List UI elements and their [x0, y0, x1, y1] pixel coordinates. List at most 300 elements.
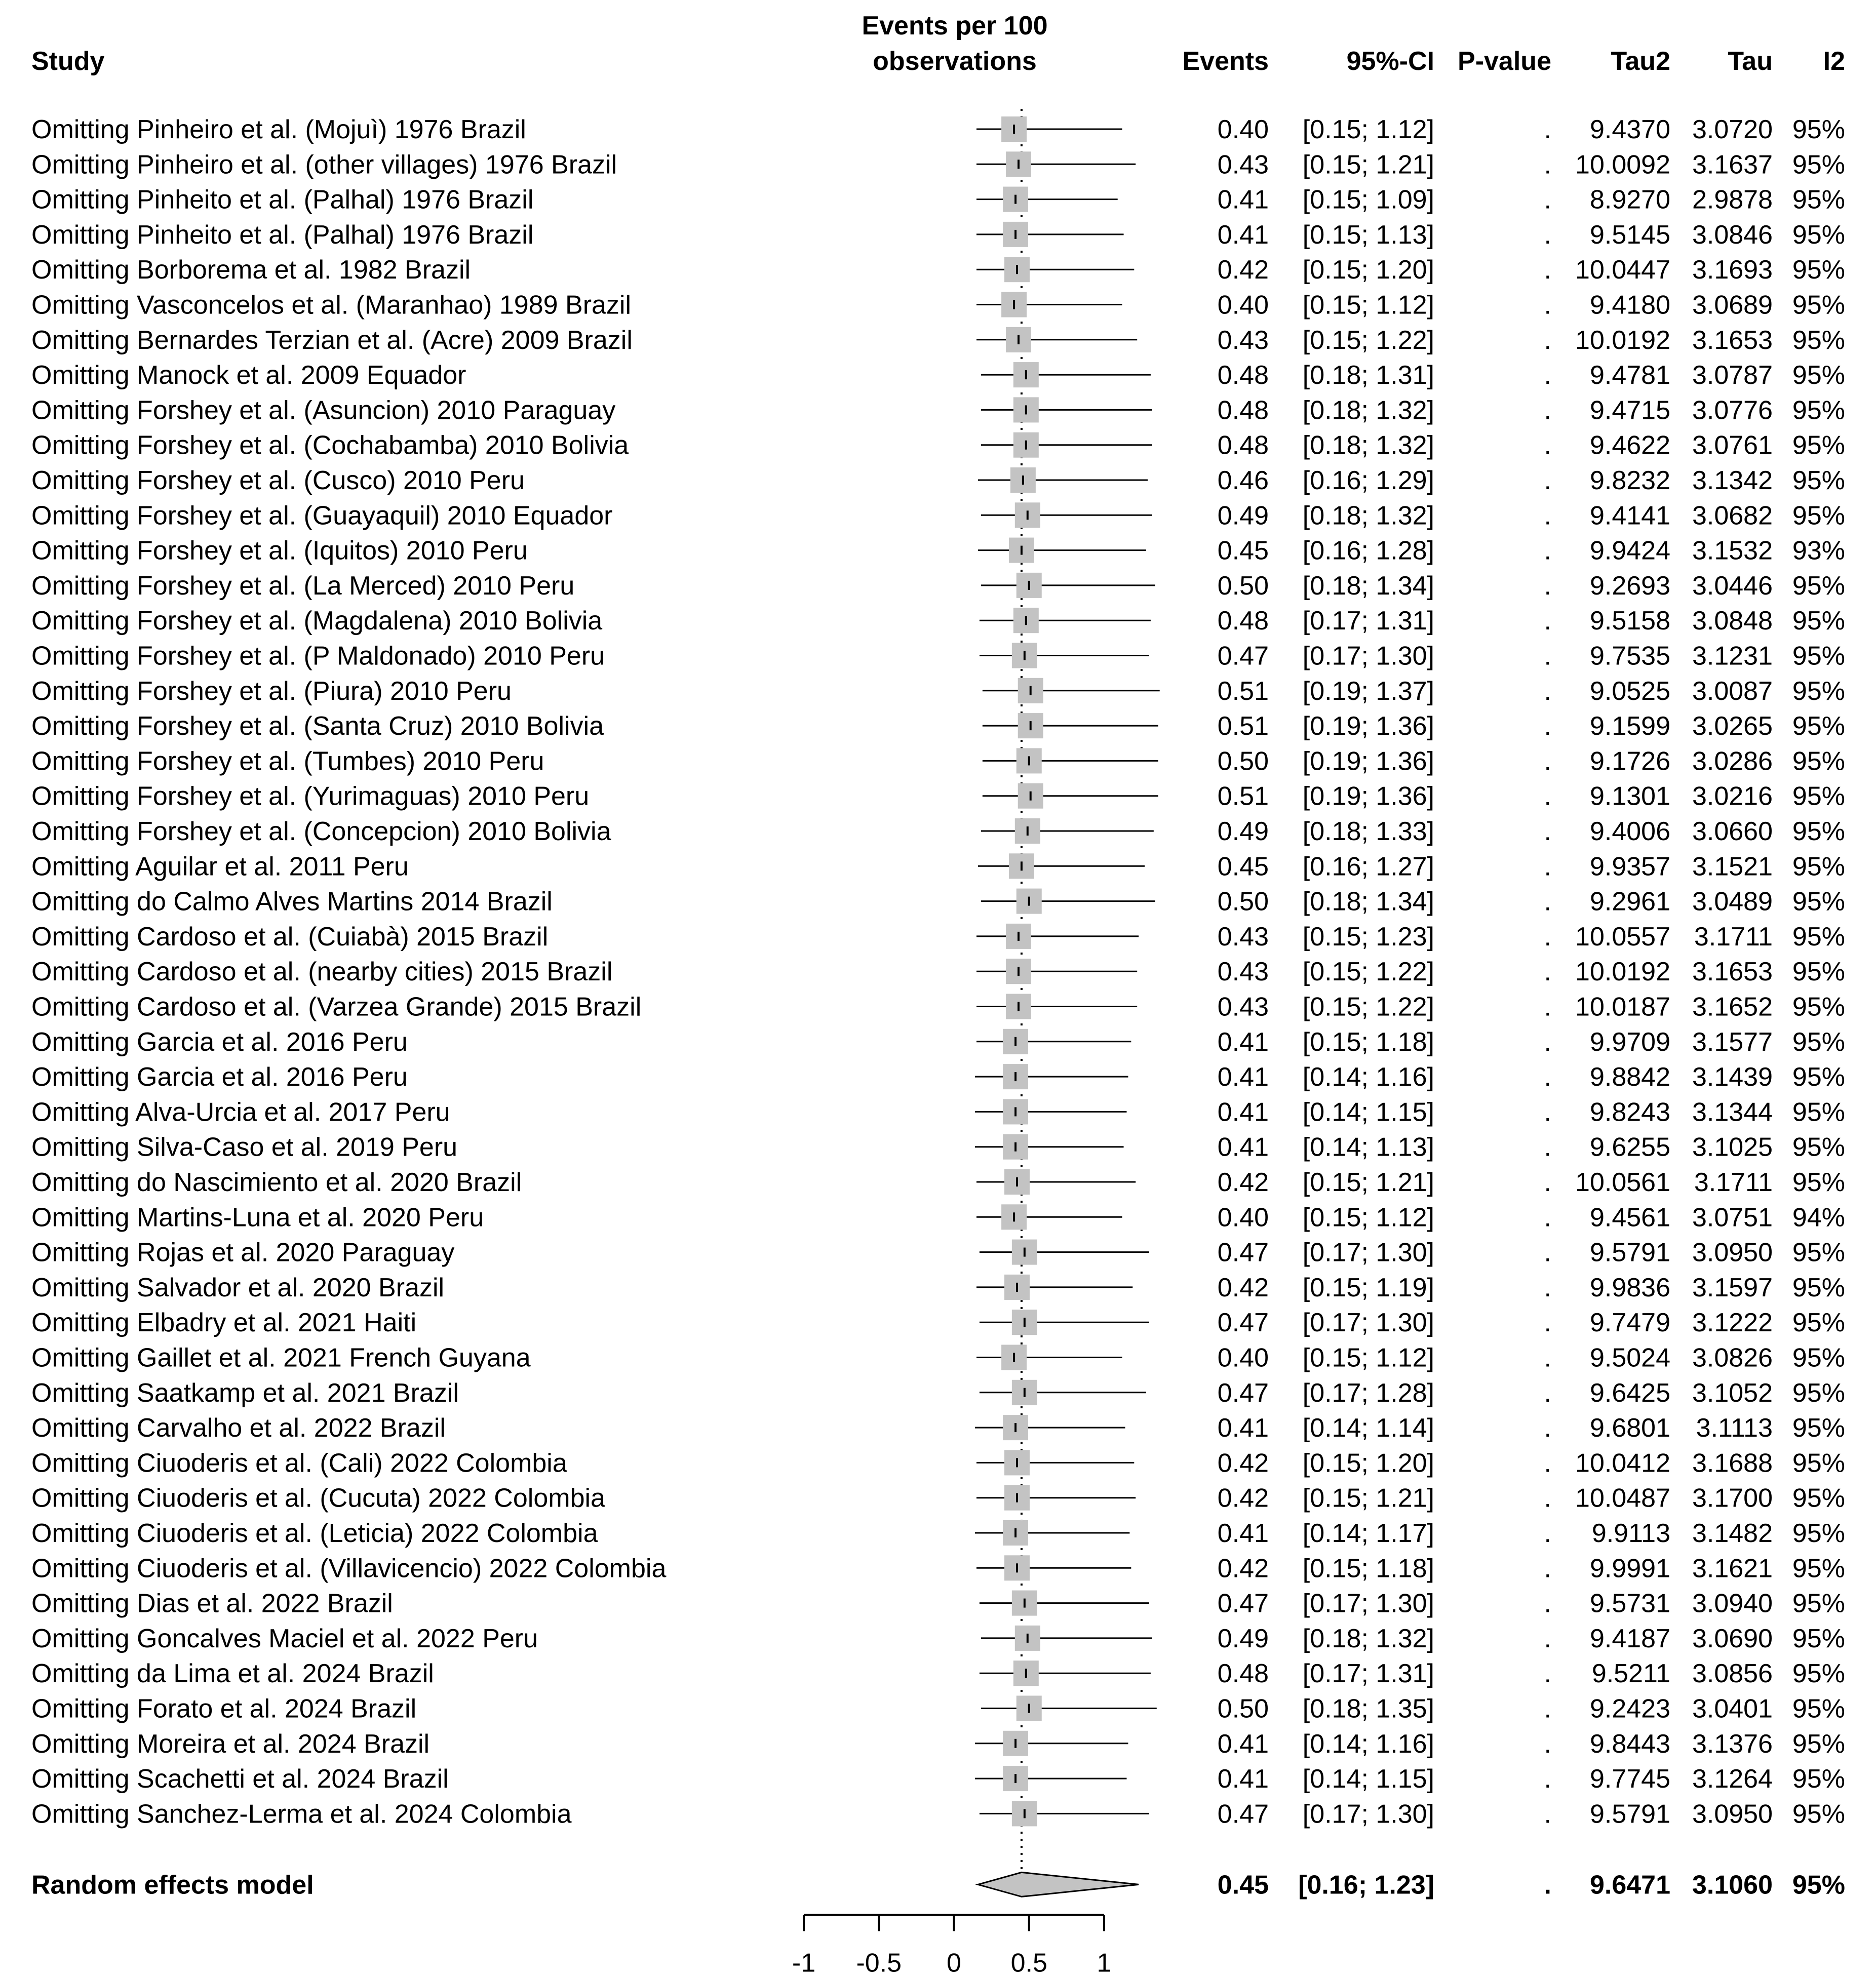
axis-tick-label: 0.5 [1010, 1948, 1047, 1978]
study-row [31, 1589, 1845, 1618]
header-events: Events [1182, 47, 1269, 76]
study-row [31, 782, 1845, 811]
study-row [31, 677, 1845, 706]
row-i2: 95% [1792, 1624, 1845, 1653]
row-i2: 95% [1792, 1027, 1845, 1057]
row-tau2: 9.7535 [1589, 641, 1670, 671]
row-pvalue: . [1544, 1589, 1551, 1618]
row-tau2: 9.6255 [1589, 1132, 1670, 1162]
row-i2: 95% [1792, 1519, 1845, 1548]
row-tau: 3.1637 [1692, 150, 1773, 180]
row-tau2: 9.8243 [1589, 1097, 1670, 1127]
row-tau: 3.1711 [1694, 922, 1773, 952]
study-row [31, 220, 1845, 250]
row-tau2: 9.5731 [1589, 1589, 1670, 1618]
row-tau2: 9.4006 [1589, 817, 1670, 846]
study-row [31, 1694, 1845, 1724]
row-tau2: 9.1301 [1589, 781, 1670, 811]
row-i2: 95% [1792, 817, 1845, 846]
row-pvalue: . [1544, 1729, 1551, 1759]
row-tau: 3.0286 [1692, 746, 1773, 776]
row-pvalue: . [1544, 781, 1551, 811]
row-study-label: Omitting Garcia et al. 2016 Peru [31, 1027, 408, 1057]
study-row [31, 711, 1845, 741]
row-study-label: Omitting Sanchez-Lerma et al. 2024 Colombia [31, 1799, 572, 1829]
row-pvalue: . [1544, 957, 1551, 987]
row-events: 0.43 [1217, 957, 1269, 987]
row-pvalue: . [1544, 1027, 1551, 1057]
study-row [31, 1448, 1845, 1478]
row-ci: [0.14; 1.13] [1302, 1132, 1434, 1162]
row-events: 0.47 [1217, 1378, 1269, 1408]
row-pvalue: . [1544, 1483, 1551, 1513]
study-row [31, 1343, 1845, 1373]
row-ci: [0.15; 1.19] [1302, 1273, 1434, 1302]
row-ci: [0.14; 1.16] [1302, 1062, 1434, 1092]
row-tau: 3.1688 [1692, 1448, 1773, 1478]
row-pvalue: . [1544, 606, 1551, 636]
row-tau2: 10.0092 [1575, 150, 1670, 180]
row-study-label: Omitting Forshey et al. (La Merced) 2010 Peru [31, 571, 575, 601]
row-ci: [0.18; 1.34] [1302, 887, 1434, 917]
row-i2: 95% [1792, 1589, 1845, 1618]
row-events: 0.47 [1217, 1308, 1269, 1338]
row-study-label: Omitting Ciuoderis et al. (Leticia) 2022 Colombia [31, 1519, 598, 1548]
row-tau2: 9.4622 [1589, 430, 1670, 460]
row-tau2: 9.4180 [1589, 290, 1670, 320]
row-study-label: Omitting do Nascimiento et al. 2020 Brazil [31, 1168, 522, 1197]
row-pvalue: . [1544, 115, 1551, 144]
row-tau: 3.0950 [1692, 1799, 1773, 1829]
row-events: 0.40 [1217, 115, 1269, 144]
row-study-label: Omitting da Lima et al. 2024 Brazil [31, 1659, 434, 1689]
row-ci: [0.18; 1.32] [1302, 395, 1434, 425]
row-pvalue: . [1544, 325, 1551, 355]
row-pvalue: . [1544, 711, 1551, 741]
study-row [31, 852, 1845, 881]
row-pvalue: . [1544, 1764, 1551, 1794]
row-ci: [0.14; 1.15] [1302, 1764, 1434, 1794]
row-tau: 3.1113 [1696, 1413, 1773, 1443]
row-pvalue: . [1544, 1343, 1551, 1373]
row-ci: [0.14; 1.17] [1302, 1519, 1434, 1548]
study-row [31, 291, 1845, 320]
row-ci: [0.15; 1.18] [1302, 1554, 1434, 1584]
row-study-label: Omitting Gaillet et al. 2021 French Guyana [31, 1343, 531, 1373]
row-pvalue: . [1544, 1308, 1551, 1338]
row-ci: [0.17; 1.30] [1302, 641, 1434, 671]
row-study-label: Omitting Saatkamp et al. 2021 Brazil [31, 1378, 459, 1408]
study-row [31, 1238, 1845, 1268]
row-events: 0.42 [1217, 1483, 1269, 1513]
row-pvalue: . [1544, 1132, 1551, 1162]
row-ci: [0.18; 1.33] [1302, 817, 1434, 846]
row-tau2: 9.2693 [1589, 571, 1670, 601]
row-ci: [0.17; 1.30] [1302, 1308, 1434, 1338]
row-events: 0.48 [1217, 430, 1269, 460]
study-row [31, 1624, 1845, 1653]
row-study-label: Omitting Forshey et al. (Tumbes) 2010 Peru [31, 746, 544, 776]
row-study-label: Omitting Carvalho et al. 2022 Brazil [31, 1413, 446, 1443]
row-tau2: 9.2961 [1589, 887, 1670, 917]
row-i2: 95% [1792, 185, 1845, 215]
row-tau2: 9.9357 [1589, 852, 1670, 882]
row-study-label: Omitting Garcia et al. 2016 Peru [31, 1062, 408, 1092]
study-row [31, 1308, 1845, 1337]
header-effect-line2: observations [873, 47, 1037, 76]
row-pvalue: . [1544, 361, 1551, 390]
row-tau2: 9.5158 [1589, 606, 1670, 636]
row-pvalue: . [1544, 185, 1551, 215]
row-i2: 95% [1792, 150, 1845, 180]
study-row [31, 1133, 1845, 1162]
row-i2: 95% [1792, 1062, 1845, 1092]
row-study-label: Omitting Rojas et al. 2020 Paraguay [31, 1238, 455, 1268]
row-tau2: 9.5145 [1589, 220, 1670, 250]
row-tau: 3.0776 [1692, 395, 1773, 425]
row-tau: 3.0401 [1692, 1694, 1773, 1724]
row-study-label: Omitting Alva-Urcia et al. 2017 Peru [31, 1097, 450, 1127]
row-tau: 3.0446 [1692, 571, 1773, 601]
row-ci: [0.14; 1.16] [1302, 1729, 1434, 1759]
row-ci: [0.18; 1.32] [1302, 501, 1434, 531]
row-tau: 3.1700 [1692, 1483, 1773, 1513]
row-ci: [0.16; 1.27] [1302, 852, 1434, 882]
row-study-label: Omitting Elbadry et al. 2021 Haiti [31, 1308, 417, 1338]
row-pvalue: . [1544, 1519, 1551, 1548]
study-row [31, 115, 1845, 144]
row-events: 0.49 [1217, 817, 1269, 846]
study-row [31, 1799, 1845, 1829]
row-events: 0.42 [1217, 1168, 1269, 1197]
row-tau2: 9.8232 [1589, 466, 1670, 495]
row-tau2: 9.7745 [1589, 1764, 1670, 1794]
row-pvalue: . [1544, 571, 1551, 601]
row-ci: [0.17; 1.28] [1302, 1378, 1434, 1408]
row-tau2: 10.0187 [1575, 992, 1670, 1022]
axis-tick-label: 1 [1097, 1948, 1112, 1978]
study-row [31, 255, 1845, 285]
header-tau2: Tau2 [1611, 47, 1670, 76]
row-tau2: 9.1726 [1589, 746, 1670, 776]
row-pvalue: . [1544, 1624, 1551, 1653]
row-i2: 95% [1792, 887, 1845, 917]
row-ci: [0.17; 1.31] [1302, 606, 1434, 636]
row-tau2: 9.5791 [1589, 1238, 1670, 1268]
row-study-label: Omitting Manock et al. 2009 Equador [31, 361, 466, 390]
row-i2: 95% [1792, 992, 1845, 1022]
row-tau: 3.0682 [1692, 501, 1773, 531]
row-study-label: Omitting Martins-Luna et al. 2020 Peru [31, 1203, 484, 1233]
row-i2: 95% [1792, 922, 1845, 952]
header-study: Study [31, 47, 105, 76]
row-tau: 3.1025 [1692, 1132, 1773, 1162]
row-study-label: Omitting Forshey et al. (P Maldonado) 2010 Peru [31, 641, 605, 671]
row-tau2: 9.9709 [1589, 1027, 1670, 1057]
row-study-label: Omitting Forshey et al. (Piura) 2010 Peru [31, 676, 512, 706]
row-i2: 93% [1792, 536, 1845, 566]
study-rows [31, 115, 1845, 1829]
row-ci: [0.17; 1.30] [1302, 1589, 1434, 1618]
row-i2: 95% [1792, 1378, 1845, 1408]
row-ci: [0.15; 1.21] [1302, 1168, 1434, 1197]
row-events: 0.41 [1217, 1729, 1269, 1759]
row-events: 0.42 [1217, 1554, 1269, 1584]
row-study-label: Omitting Silva-Caso et al. 2019 Peru [31, 1132, 458, 1162]
study-row [31, 1203, 1845, 1232]
row-tau: 2.9878 [1692, 185, 1773, 215]
row-tau: 3.0720 [1692, 115, 1773, 144]
header-i2: I2 [1823, 47, 1845, 76]
summary-tau: 3.1060 [1692, 1870, 1773, 1900]
row-tau: 3.1711 [1694, 1168, 1773, 1197]
row-study-label: Omitting Forshey et al. (Asuncion) 2010 Paraguay [31, 395, 616, 425]
row-events: 0.51 [1217, 781, 1269, 811]
row-i2: 95% [1792, 957, 1845, 987]
row-pvalue: . [1544, 1799, 1551, 1829]
row-tau2: 10.0487 [1575, 1483, 1670, 1513]
row-events: 0.47 [1217, 1589, 1269, 1618]
study-row [31, 887, 1845, 917]
row-tau2: 9.9991 [1589, 1554, 1670, 1584]
study-row [31, 993, 1845, 1022]
row-i2: 94% [1792, 1203, 1845, 1233]
row-pvalue: . [1544, 466, 1551, 495]
row-tau: 3.0950 [1692, 1238, 1773, 1268]
row-pvalue: . [1544, 1062, 1551, 1092]
row-i2: 95% [1792, 1132, 1845, 1162]
summary-ci: [0.16; 1.23] [1298, 1870, 1434, 1900]
row-i2: 95% [1792, 1168, 1845, 1197]
row-pvalue: . [1544, 641, 1551, 671]
row-events: 0.47 [1217, 1238, 1269, 1268]
row-pvalue: . [1544, 1203, 1551, 1233]
header-pvalue: P-value [1458, 47, 1551, 76]
row-study-label: Omitting Vasconcelos et al. (Maranhao) 1989 Brazil [31, 290, 632, 320]
study-row [31, 466, 1845, 495]
row-tau2: 9.8443 [1589, 1729, 1670, 1759]
row-i2: 95% [1792, 571, 1845, 601]
row-events: 0.48 [1217, 395, 1269, 425]
row-tau: 3.1597 [1692, 1273, 1773, 1302]
row-ci: [0.15; 1.12] [1302, 290, 1434, 320]
row-tau: 3.1222 [1692, 1308, 1773, 1338]
row-events: 0.47 [1217, 1799, 1269, 1829]
row-i2: 95% [1792, 290, 1845, 320]
row-events: 0.42 [1217, 1273, 1269, 1302]
study-row [31, 571, 1845, 601]
row-study-label: Omitting Forshey et al. (Cusco) 2010 Peru [31, 466, 525, 495]
row-study-label: Omitting Forshey et al. (Yurimaguas) 2010 Peru [31, 781, 590, 811]
row-events: 0.41 [1217, 1132, 1269, 1162]
row-tau: 3.0787 [1692, 361, 1773, 390]
row-events: 0.51 [1217, 676, 1269, 706]
row-pvalue: . [1544, 852, 1551, 882]
row-tau: 3.1693 [1692, 255, 1773, 285]
row-ci: [0.16; 1.29] [1302, 466, 1434, 495]
row-study-label: Omitting Pinheito et al. (Palhal) 1976 Brazil [31, 220, 534, 250]
row-i2: 95% [1792, 1413, 1845, 1443]
row-pvalue: . [1544, 430, 1551, 460]
row-events: 0.40 [1217, 1343, 1269, 1373]
row-pvalue: . [1544, 1413, 1551, 1443]
row-tau: 3.0660 [1692, 817, 1773, 846]
row-tau: 3.1439 [1692, 1062, 1773, 1092]
row-ci: [0.15; 1.21] [1302, 1483, 1434, 1513]
row-tau: 3.1376 [1692, 1729, 1773, 1759]
row-tau: 3.0690 [1692, 1624, 1773, 1653]
row-i2: 95% [1792, 676, 1845, 706]
row-events: 0.42 [1217, 255, 1269, 285]
row-tau: 3.0489 [1692, 887, 1773, 917]
row-pvalue: . [1544, 1659, 1551, 1689]
row-ci: [0.19; 1.37] [1302, 676, 1434, 706]
row-pvalue: . [1544, 536, 1551, 566]
row-pvalue: . [1544, 1378, 1551, 1408]
row-pvalue: . [1544, 676, 1551, 706]
study-row [31, 1554, 1845, 1583]
study-row [31, 431, 1845, 460]
row-ci: [0.19; 1.36] [1302, 781, 1434, 811]
row-tau: 3.1052 [1692, 1378, 1773, 1408]
row-pvalue: . [1544, 1097, 1551, 1127]
row-study-label: Omitting Aguilar et al. 2011 Peru [31, 852, 409, 882]
row-tau: 3.1344 [1692, 1097, 1773, 1127]
study-row [31, 1484, 1845, 1513]
row-study-label: Omitting Cardoso et al. (Cuiabà) 2015 Brazil [31, 922, 549, 952]
row-pvalue: . [1544, 1273, 1551, 1302]
study-row [31, 1519, 1845, 1548]
row-study-label: Omitting Forshey et al. (Cochabamba) 2010 Bolivia [31, 430, 629, 460]
row-tau2: 9.0525 [1589, 676, 1670, 706]
row-tau2: 9.4187 [1589, 1624, 1670, 1653]
row-tau2: 9.9424 [1589, 536, 1670, 566]
row-tau: 3.1532 [1692, 536, 1773, 566]
column-headers [31, 11, 1845, 76]
row-study-label: Omitting Ciuoderis et al. (Cucuta) 2022 Colombia [31, 1483, 605, 1513]
row-ci: [0.15; 1.23] [1302, 922, 1434, 952]
row-i2: 95% [1792, 1308, 1845, 1338]
study-row [31, 957, 1845, 986]
study-row [31, 1729, 1845, 1759]
row-events: 0.49 [1217, 501, 1269, 531]
row-i2: 95% [1792, 711, 1845, 741]
row-ci: [0.15; 1.12] [1302, 115, 1434, 144]
row-study-label: Omitting Goncalves Maciel et al. 2022 Peru [31, 1624, 538, 1653]
row-tau: 3.1653 [1692, 957, 1773, 987]
row-i2: 95% [1792, 1238, 1845, 1268]
row-ci: [0.19; 1.36] [1302, 746, 1434, 776]
row-tau2: 9.6801 [1589, 1413, 1670, 1443]
row-ci: [0.18; 1.32] [1302, 430, 1434, 460]
summary-diamond [978, 1872, 1139, 1896]
row-tau: 3.0265 [1692, 711, 1773, 741]
summary-study-label: Random effects model [31, 1870, 314, 1900]
row-study-label: Omitting Ciuoderis et al. (Cali) 2022 Colombia [31, 1448, 567, 1478]
study-row [31, 746, 1845, 776]
row-ci: [0.15; 1.21] [1302, 150, 1434, 180]
row-tau: 3.0826 [1692, 1343, 1773, 1373]
row-tau2: 9.9836 [1589, 1273, 1670, 1302]
row-tau2: 10.0192 [1575, 325, 1670, 355]
row-ci: [0.14; 1.15] [1302, 1097, 1434, 1127]
summary-i2: 95% [1792, 1870, 1845, 1900]
row-pvalue: . [1544, 746, 1551, 776]
row-tau2: 9.4141 [1589, 501, 1670, 531]
row-pvalue: . [1544, 1238, 1551, 1268]
study-row [31, 361, 1845, 390]
row-i2: 95% [1792, 1554, 1845, 1584]
row-i2: 95% [1792, 1659, 1845, 1689]
row-tau2: 9.7479 [1589, 1308, 1670, 1338]
row-study-label: Omitting Forshey et al. (Concepcion) 2010 Bolivia [31, 817, 611, 846]
summary-tau2: 9.6471 [1589, 1870, 1670, 1900]
row-events: 0.45 [1217, 852, 1269, 882]
row-tau: 3.0848 [1692, 606, 1773, 636]
row-study-label: Omitting Pinheiro et al. (Mojuì) 1976 Brazil [31, 115, 526, 144]
row-events: 0.41 [1217, 1097, 1269, 1127]
study-row [31, 326, 1845, 355]
row-ci: [0.17; 1.30] [1302, 1799, 1434, 1829]
row-study-label: Omitting Ciuoderis et al. (Villavicencio) 2022 Colombia [31, 1554, 667, 1584]
row-tau: 3.0846 [1692, 220, 1773, 250]
row-tau: 3.0751 [1692, 1203, 1773, 1233]
row-study-label: Omitting do Calmo Alves Martins 2014 Brazil [31, 887, 553, 917]
row-events: 0.50 [1217, 746, 1269, 776]
row-pvalue: . [1544, 1448, 1551, 1478]
axis-tick-label: 0 [947, 1948, 961, 1978]
row-events: 0.46 [1217, 466, 1269, 495]
row-tau: 3.1342 [1692, 466, 1773, 495]
row-events: 0.41 [1217, 220, 1269, 250]
row-tau2: 9.1599 [1589, 711, 1670, 741]
row-study-label: Omitting Dias et al. 2022 Brazil [31, 1589, 393, 1618]
row-i2: 95% [1792, 325, 1845, 355]
row-i2: 95% [1792, 361, 1845, 390]
row-tau: 3.1231 [1692, 641, 1773, 671]
row-ci: [0.18; 1.35] [1302, 1694, 1434, 1724]
row-tau2: 9.9113 [1591, 1519, 1670, 1548]
row-tau: 3.1521 [1692, 852, 1773, 882]
row-i2: 95% [1792, 781, 1845, 811]
row-study-label: Omitting Salvador et al. 2020 Brazil [31, 1273, 445, 1302]
row-tau: 3.1264 [1692, 1764, 1773, 1794]
row-events: 0.41 [1217, 1519, 1269, 1548]
study-row [31, 185, 1845, 215]
row-events: 0.41 [1217, 185, 1269, 215]
row-pvalue: . [1544, 992, 1551, 1022]
row-events: 0.45 [1217, 536, 1269, 566]
row-pvalue: . [1544, 150, 1551, 180]
row-tau: 3.0761 [1692, 430, 1773, 460]
row-ci: [0.18; 1.31] [1302, 361, 1434, 390]
row-study-label: Omitting Pinheiro et al. (other villages) 1976 Brazil [31, 150, 617, 180]
row-study-label: Omitting Scachetti et al. 2024 Brazil [31, 1764, 449, 1794]
row-events: 0.43 [1217, 992, 1269, 1022]
row-i2: 95% [1792, 1729, 1845, 1759]
row-ci: [0.15; 1.22] [1302, 992, 1434, 1022]
row-events: 0.41 [1217, 1413, 1269, 1443]
row-ci: [0.15; 1.22] [1302, 325, 1434, 355]
row-tau2: 10.0561 [1575, 1168, 1670, 1197]
study-row [31, 1097, 1845, 1127]
row-pvalue: . [1544, 501, 1551, 531]
row-ci: [0.15; 1.20] [1302, 1448, 1434, 1478]
row-events: 0.49 [1217, 1624, 1269, 1653]
row-tau2: 9.4715 [1589, 395, 1670, 425]
row-events: 0.48 [1217, 361, 1269, 390]
row-events: 0.50 [1217, 887, 1269, 917]
